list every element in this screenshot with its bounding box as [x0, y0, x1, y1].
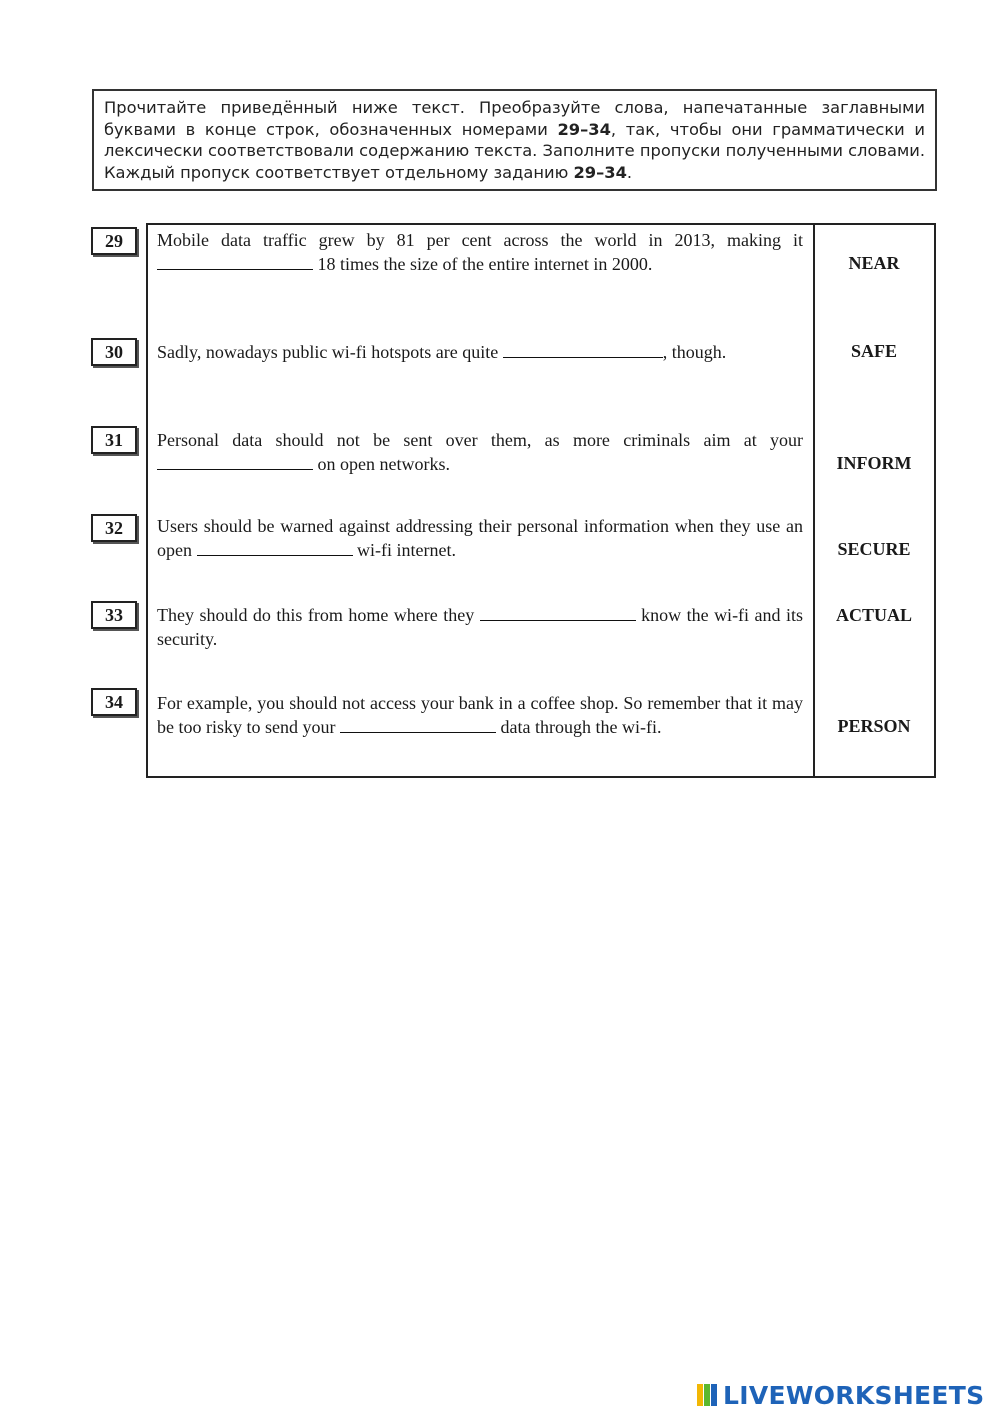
liveworksheets-logo[interactable]: [697, 1380, 984, 1410]
task-number-30: 30: [91, 338, 137, 366]
keyword-32: SECURE: [837, 539, 911, 559]
keyword-29: NEAR: [848, 253, 900, 273]
task-text-before: Mobile data traffic grew by 81 per cent across the world in 2013, making it: [157, 230, 803, 250]
instructions-box: [92, 89, 937, 191]
liveworksheets-logo-icon: [697, 1382, 719, 1408]
task-text-before: They should do this from home where they: [157, 605, 475, 625]
task-text-after: 18 times the size of the entire internet in 2000.: [317, 253, 653, 274]
task-sentence-32: [157, 515, 803, 562]
brand-name: LIVEWORKSHEETS: [723, 1380, 985, 1410]
answer-blank-29[interactable]: [157, 255, 313, 270]
task-text-after: on open networks.: [317, 453, 450, 474]
task-number-31: 31: [91, 426, 137, 454]
keyword-30: SAFE: [850, 341, 897, 361]
answer-blank-31[interactable]: [157, 455, 313, 470]
task-sentence-31: [157, 429, 803, 476]
task-sentence-29: [157, 229, 803, 276]
task-text-after: data through the wi-fi.: [500, 716, 662, 737]
instructions-text-2: , так, чтобы они грамматически и лексически соответствовали содержанию текста. Заполните пропуски полученными словами. Каждый пропуск соответствует отдельному заданию: [104, 119, 926, 182]
task-sentence-30: [157, 341, 803, 365]
answer-blank-33[interactable]: [480, 606, 636, 621]
instructions-range-1: 29–34: [557, 119, 611, 139]
instructions-text-3: .: [626, 162, 633, 182]
task-text-before: Personal data should not be sent over them, as more criminals aim at your: [157, 430, 803, 450]
task-number-32: 32: [91, 514, 137, 542]
instructions-range-2: 29–34: [573, 162, 627, 182]
task-text-after: wi-fi internet.: [357, 539, 456, 560]
answer-blank-34[interactable]: [340, 718, 496, 733]
task-number-34: 34: [91, 688, 137, 716]
instructions-text-1: Прочитайте приведённый ниже текст. Преобразуйте слова, напечатанные заглавными буквами в конце строк, обозначенных номерами: [104, 98, 925, 139]
task-text-after: , though.: [662, 342, 727, 362]
answer-blank-30[interactable]: [503, 343, 663, 358]
keyword-34: PERSON: [837, 716, 911, 736]
task-number-33: 33: [91, 601, 137, 629]
keyword-31: INFORM: [836, 453, 912, 473]
task-sentence-33: [157, 604, 803, 651]
keyword-33: ACTUAL: [835, 605, 912, 625]
task-text-after: know the wi-fi and its security.: [157, 605, 803, 649]
task-text-before: Users should be warned against addressing their personal information when they use an open: [157, 516, 803, 560]
task-text-before: Sadly, nowadays public wi-fi hotspots are quite: [157, 342, 499, 362]
task-sentence-34: [157, 692, 803, 739]
answer-blank-32[interactable]: [197, 541, 353, 556]
keyword-column-divider: [813, 223, 815, 776]
task-number-29: 29: [91, 227, 137, 255]
task-text-before: For example, you should not access your bank in a coffee shop. So remember that it may be too risky to send your: [157, 693, 803, 737]
